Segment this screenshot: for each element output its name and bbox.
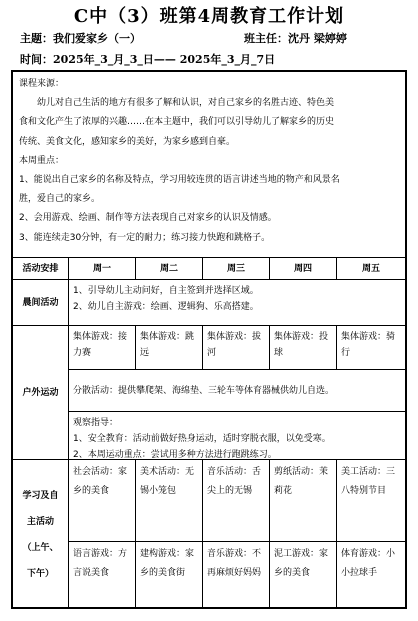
learning-activity-cell: 音乐活动：舌尖上的无锡 [203, 460, 270, 542]
learning-game-cell: 泥工游戏：家乡的美食 [270, 542, 337, 609]
learning-activity-cell: 美工活动：三八特别节目 [337, 460, 405, 542]
observation-line: 观察指导： [73, 418, 119, 428]
observation-line: 1、安全教育：活动前做好热身运动，适时穿脱衣服，以免受寒。 [73, 434, 331, 444]
time-line: 时间：2025年_3_月_3_日—— 2025年_3_月_7日 [20, 53, 276, 66]
table-header-cell: 周五 [337, 258, 405, 280]
learning-label-line: 主活动 [26, 516, 54, 527]
source-label: 课程来源： [19, 79, 65, 89]
collective-game-cell: 集体游戏：拔河 [203, 326, 270, 370]
schedule-table [13, 258, 405, 607]
focus-label: 本周重点： [19, 155, 65, 166]
collective-game-cell: 集体游戏：骑行 [337, 326, 405, 370]
learning-activity-cell: 社会活动：家乡的美食 [69, 460, 136, 542]
learning-game-cell: 音乐游戏：不再麻烦好妈妈 [203, 542, 270, 609]
morning-line: 1、引导幼儿主动问好，自主签到并选择区域。 [73, 286, 259, 296]
topic-line: 主题：我们爱家乡（一） [20, 32, 141, 45]
collective-game-cell: 集体游戏：投球 [270, 326, 337, 370]
focus-item: 2、会用游戏、绘画、制作等方法表现自己对家乡的认识及情感。 [19, 213, 277, 224]
learning-activity-cell: 剪纸活动：茉莉花 [270, 460, 337, 542]
focus-item: 胜，爱自己的家乡。 [19, 194, 101, 205]
row-label-learning [13, 460, 69, 609]
learning-label-line: 学习及自 [22, 490, 59, 501]
learning-label-line: 下午） [26, 568, 54, 579]
focus-item: 1、能说出自己家乡的名称及特点，学习用较连贯的语言讲述当地的物产和风景名 [19, 175, 340, 186]
table-header-cell: 周三 [203, 258, 270, 280]
focus-item: 3、能连续走30分钟，有一定的耐力；练习接力快跑和跳格子。 [19, 232, 271, 243]
table-header-cell: 周一 [69, 258, 136, 280]
source-line: 传统、美食文化，感知家乡的美好，为家乡感到自豪。 [19, 136, 236, 147]
plan-sheet [11, 70, 407, 609]
learning-game-cell: 体育游戏：小小拉球手 [341, 549, 396, 578]
scattered-activities: 分散活动：提供攀爬架、海绵垫、三轮车等体育器械供幼儿自选。 [69, 370, 405, 412]
source-line: 幼儿对自己生活的地方有很多了解和认识，对自己家乡的名胜古迹、特色美 [37, 98, 335, 109]
learning-game-cell: 建构游戏：家乡的美食街 [136, 542, 203, 609]
table-header-cell: 周四 [270, 258, 337, 280]
row-label-morning: 晨间活动 [13, 280, 69, 326]
row-label-outdoor: 户外运动 [13, 326, 69, 460]
intro-section [13, 72, 405, 258]
collective-game-cell: 集体游戏：跳远 [136, 326, 203, 370]
source-line: 食和文化产生了浓厚的兴趣……在本主题中，我们可以引导幼儿了解家乡的历史 [19, 117, 335, 128]
morning-activities [69, 280, 405, 326]
teachers-line: 班主任：沈丹 梁婷婷 [244, 32, 347, 45]
learning-activity-cell: 美术活动：无锡小笼包 [136, 460, 203, 542]
learning-label-line: （上午、 [22, 542, 59, 553]
learning-game-cell: 语言游戏：方言说美食 [69, 542, 136, 609]
table-header-cell: 周二 [136, 258, 203, 280]
collective-game-cell: 集体游戏：接力赛 [69, 326, 136, 370]
page-title: C中（3）班第4周教育工作计划 [73, 6, 345, 27]
observation-guidance [69, 412, 405, 460]
morning-line: 2、幼儿自主游戏：绘画、逻辑狗、乐高搭建。 [73, 302, 259, 312]
observation-line: 2、本周运动重点：尝试用多种方法进行跑跳练习。 [73, 450, 277, 460]
table-header-cell: 活动安排 [13, 258, 69, 280]
